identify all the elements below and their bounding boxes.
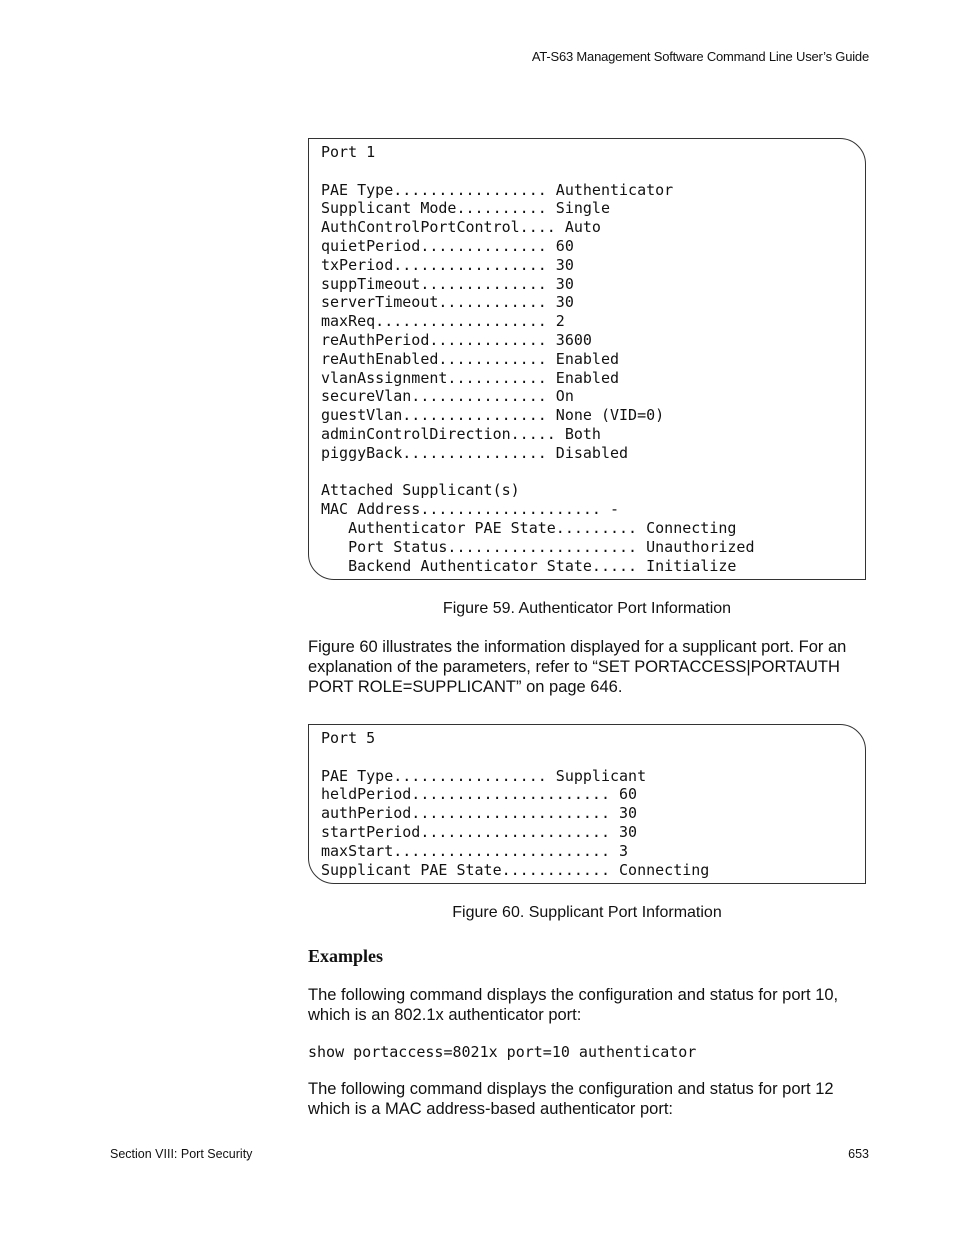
code-line: Backend Authenticator State..... Initialize [321, 556, 737, 575]
examples-paragraph-2: The following command displays the configuration and status for port 12 which is a MAC address-based authenticator port: [308, 1080, 834, 1118]
code-line: txPeriod................. 30 [321, 255, 574, 274]
example-command: show portaccess=8021x port=10 authenticator [308, 1043, 697, 1061]
code-line: suppTimeout.............. 30 [321, 274, 574, 293]
code-line: AuthControlPortControl.... Auto [321, 218, 601, 237]
code-line: guestVlan................ None (VID=0) [321, 406, 665, 425]
code-line: Supplicant PAE State............ Connecting [321, 860, 710, 879]
section-heading-examples: Examples [308, 946, 384, 966]
code-line: adminControlDirection..... Both [321, 424, 601, 443]
code-line: piggyBack................ Disabled [321, 443, 629, 462]
footer-section: Section VIII: Port Security [110, 1147, 253, 1161]
code-line: reAuthEnabled............ Enabled [321, 349, 620, 368]
page-number: 653 [848, 1147, 869, 1161]
figure-60-code-box [308, 724, 866, 884]
code-line: startPeriod..................... 30 [321, 822, 638, 841]
code-line: quietPeriod.............. 60 [321, 236, 574, 255]
code-line [321, 748, 865, 767]
code-line: Port 1 [321, 143, 376, 161]
code-line: Port 5 [321, 729, 376, 747]
code-line: PAE Type................. Authenticator [321, 180, 674, 199]
code-line: MAC Address.................... - [321, 500, 620, 519]
figure-60-caption: Figure 60. Supplicant Port Information [452, 904, 722, 921]
code-line: vlanAssignment........... Enabled [321, 368, 620, 387]
code-line: PAE Type................. Supplicant [321, 766, 647, 785]
running-header: AT-S63 Management Software Command Line User’s Guide [531, 49, 869, 64]
code-line: Authenticator PAE State......... Connecting [321, 518, 737, 537]
figure-59-code-box [308, 138, 866, 580]
examples-paragraph-1: The following command displays the configuration and status for port 10, which is an 802.1x authenticator port: [308, 986, 839, 1024]
figure-59-caption: Figure 59. Authenticator Port Information [442, 600, 732, 617]
code-line: secureVlan............... On [321, 387, 574, 406]
code-line: Port Status..................... Unauthorized [321, 537, 755, 556]
intro-paragraph: Figure 60 illustrates the information displayed for a supplicant port. For an explanation of the parameters, refer to “SET PORTACCESS|PORTAUTH PORT ROLE=SUPPLICANT” on page 646. [308, 638, 847, 696]
code-line: serverTimeout............ 30 [321, 293, 574, 312]
code-line: reAuthPeriod............. 3600 [321, 330, 592, 349]
code-line: Attached Supplicant(s) [321, 481, 520, 500]
code-line: authPeriod...................... 30 [321, 804, 638, 823]
code-line: maxReq................... 2 [321, 312, 565, 331]
code-line: Supplicant Mode.......... Single [321, 199, 610, 218]
code-line [321, 463, 865, 482]
code-line: heldPeriod...................... 60 [321, 785, 638, 804]
code-line [321, 162, 865, 181]
code-line: maxStart........................ 3 [321, 841, 629, 860]
